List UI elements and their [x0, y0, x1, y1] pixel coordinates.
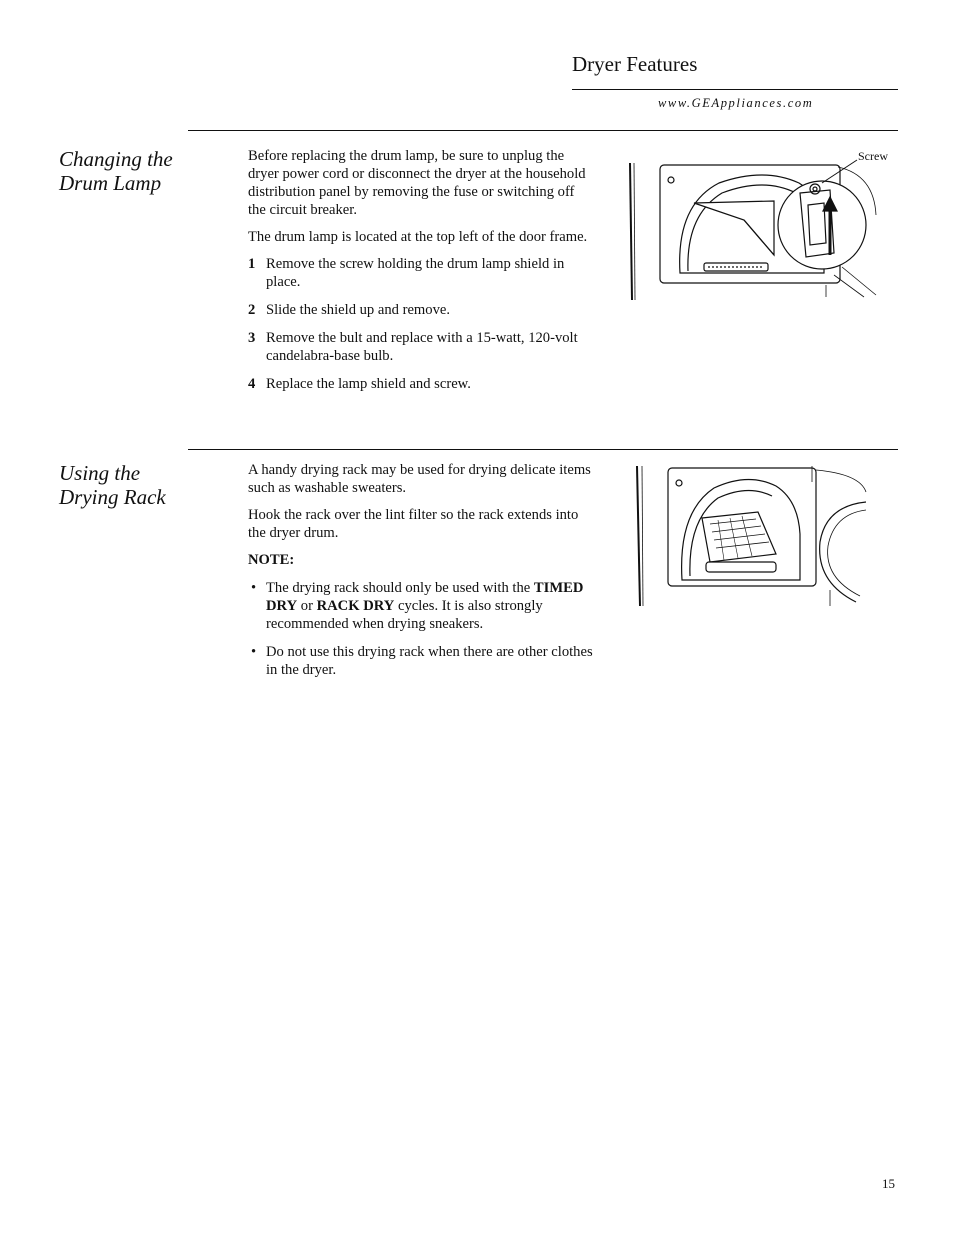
rack-paragraph-2: Hook the rack over the lint filter so the rack extends into the dryer drum. — [248, 507, 579, 541]
drying-rack-instructions — [248, 461, 593, 689]
drying-rack-illustration — [630, 462, 870, 610]
section-title-line2: Drum Lamp — [59, 171, 162, 195]
dryer-lamp-drawing — [624, 145, 898, 310]
bullet-item-1 — [248, 579, 593, 633]
section-title-line2: Drying Rack — [59, 485, 166, 509]
step-4 — [248, 375, 593, 393]
section-title-line1: Using the — [59, 461, 141, 485]
bullet-item-2 — [248, 643, 593, 679]
section-title-drying-rack — [59, 461, 239, 509]
section-divider-lamp — [188, 130, 898, 131]
section-title-line1: Changing the — [59, 147, 173, 171]
website-url[interactable]: www.GEAppliances.com — [658, 96, 814, 110]
step-3 — [248, 329, 593, 365]
screw-label: Screw — [858, 149, 888, 163]
section-divider-rack — [188, 449, 898, 450]
rack-paragraph-1: A handy drying rack may be used for drying delicate items such as washable sweaters. — [248, 462, 591, 496]
step-text: Replace the lamp shield and screw. — [266, 376, 471, 392]
page-title: Dryer Features — [572, 52, 698, 76]
step-2 — [248, 301, 593, 319]
lamp-intro-paragraph: Before replacing the drum lamp, be sure to unplug the dryer power cord or disconnect the dryer at the household distribution panel by removing the fuse or switching off the circuit breaker. — [248, 148, 586, 218]
step-1 — [248, 255, 593, 291]
drum-lamp-instructions — [248, 147, 593, 403]
step-number: 1 — [248, 256, 256, 272]
note-label: NOTE: — [248, 552, 295, 568]
step-number: 2 — [248, 302, 256, 318]
step-text: Remove the screw holding the drum lamp shield in place. — [266, 256, 565, 290]
drum-lamp-illustration — [624, 145, 898, 310]
rack-dry-label: RACK DRY — [316, 598, 395, 614]
page-number: 15 — [882, 1176, 895, 1191]
header-rule — [572, 89, 898, 90]
step-text: Slide the shield up and remove. — [266, 302, 451, 318]
bullet-text-or: or — [300, 598, 313, 614]
step-text: Remove the bult and replace with a 15-watt, 120-volt candelabra-base bulb. — [266, 330, 578, 364]
step-number: 3 — [248, 330, 256, 346]
dryer-rack-drawing — [630, 462, 870, 610]
step-number: 4 — [248, 376, 256, 392]
timed-dry-label: TIMED DRY — [266, 580, 584, 614]
bullet-text-b: cycles. It is also strongly recommended when drying sneakers. — [266, 598, 543, 632]
section-title-drum-lamp — [59, 147, 239, 195]
lamp-location-paragraph: The drum lamp is located at the top left of the door frame. — [248, 229, 588, 245]
bullet-text-a: The drying rack should only be used with the — [266, 580, 531, 596]
bullet-icon: • — [251, 644, 257, 660]
bullet-icon: • — [251, 580, 257, 596]
bullet-text: Do not use this drying rack when there are other clothes in the dryer. — [266, 644, 593, 678]
